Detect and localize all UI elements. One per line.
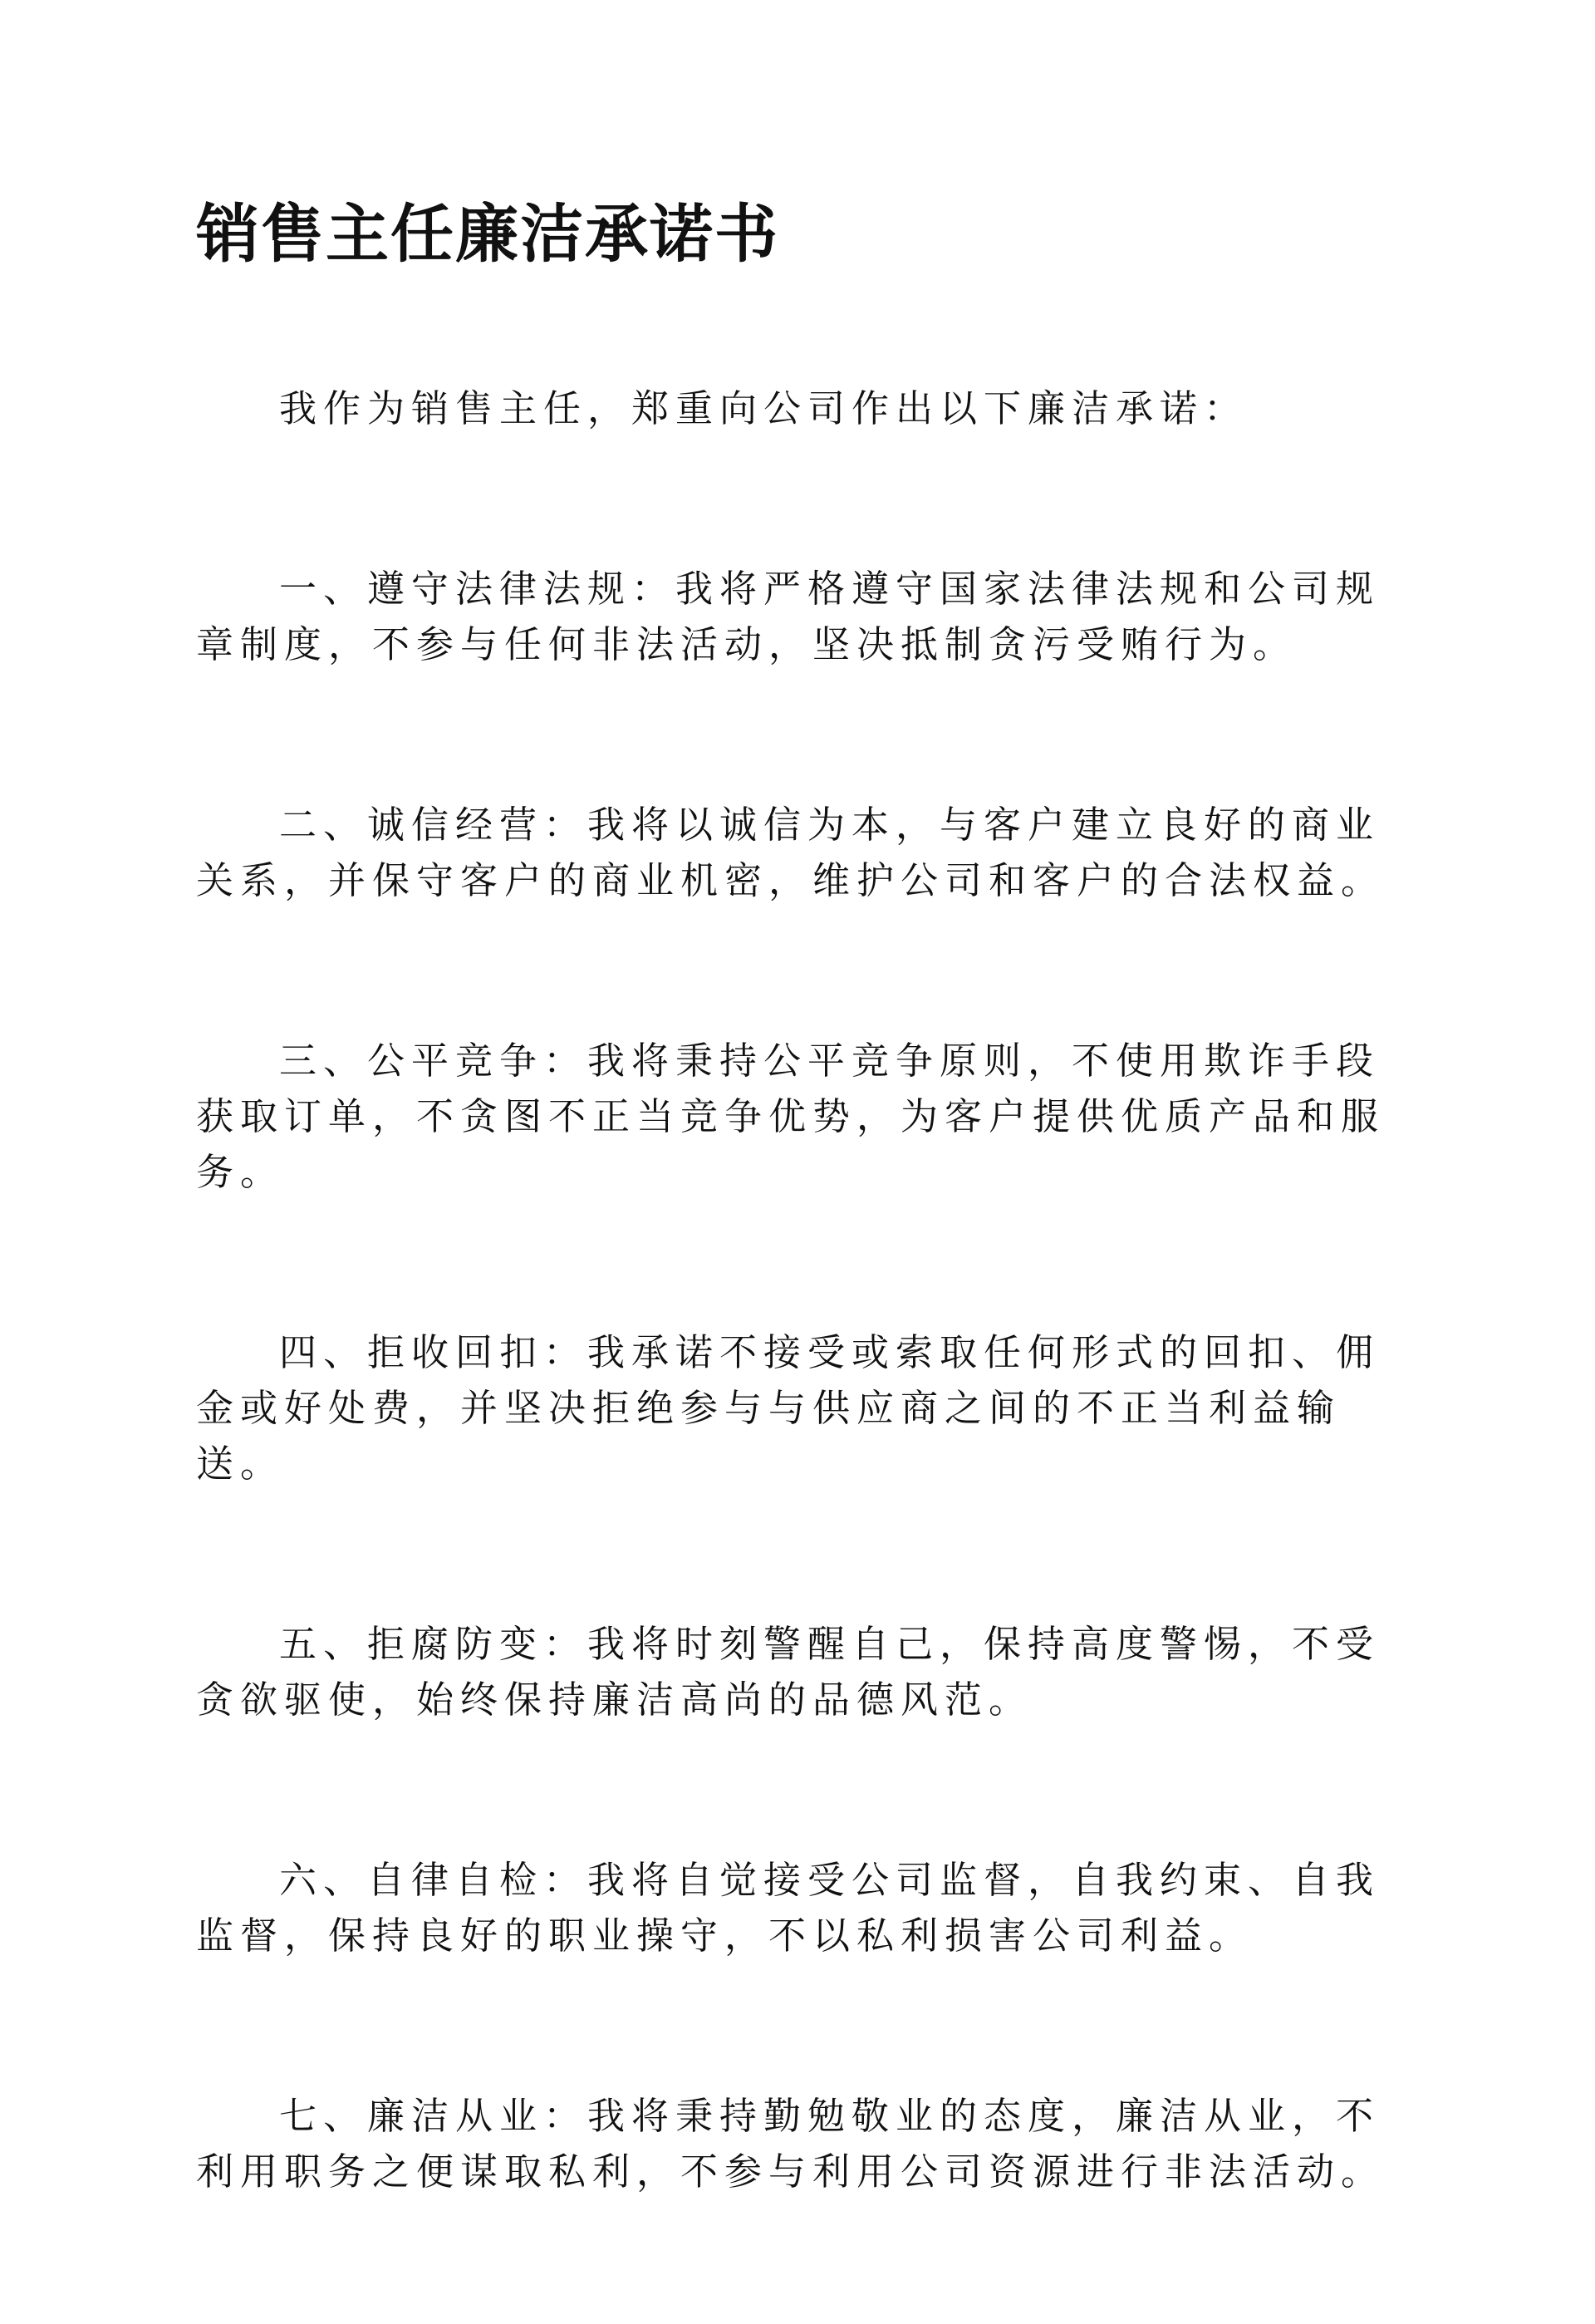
commitment-item-3: 三、公平竞争：我将秉持公平竞争原则，不使用欺诈手段获取订单，不贪图不正当竞争优势，为客户提供优质产品和服务。 [196,1039,1386,1194]
document-body [196,381,1399,2324]
commitment-item-5: 五、拒腐防变：我将时刻警醒自己，保持高度警惕，不受贪欲驱使，始终保持廉洁高尚的品德风范。 [196,1622,1381,1722]
intro-paragraph: 我作为销售主任，郑重向公司作出以下廉洁承诺： [279,386,1249,430]
commitment-item-4: 四、拒收回扣：我承诺不接受或索取任何形式的回扣、佣金或好处费，并坚决拒绝参与与供应商之间的不正当利益输送。 [196,1330,1381,1486]
commitment-item-7: 七、廉洁从业：我将秉持勤勉敬业的态度，廉洁从业，不利用职务之便谋取私利，不参与利用公司资源进行非法活动。 [196,2094,1386,2194]
commitment-item-2: 二、诚信经营：我将以诚信为本，与客户建立良好的商业关系，并保守客户的商业机密，维护公司和客户的合法权益。 [196,803,1386,902]
document-title: 销售主任廉洁承诺书 [196,197,779,271]
commitment-item-6: 六、自律自检：我将自觉接受公司监督，自我约束、自我监督，保持良好的职业操守，不以私利损害公司利益。 [196,1858,1381,1958]
commitment-item-1: 一、遵守法律法规：我将严格遵守国家法律法规和公司规章制度，不参与任何非法活动，坚决抵制贪污受贿行为。 [196,567,1381,666]
